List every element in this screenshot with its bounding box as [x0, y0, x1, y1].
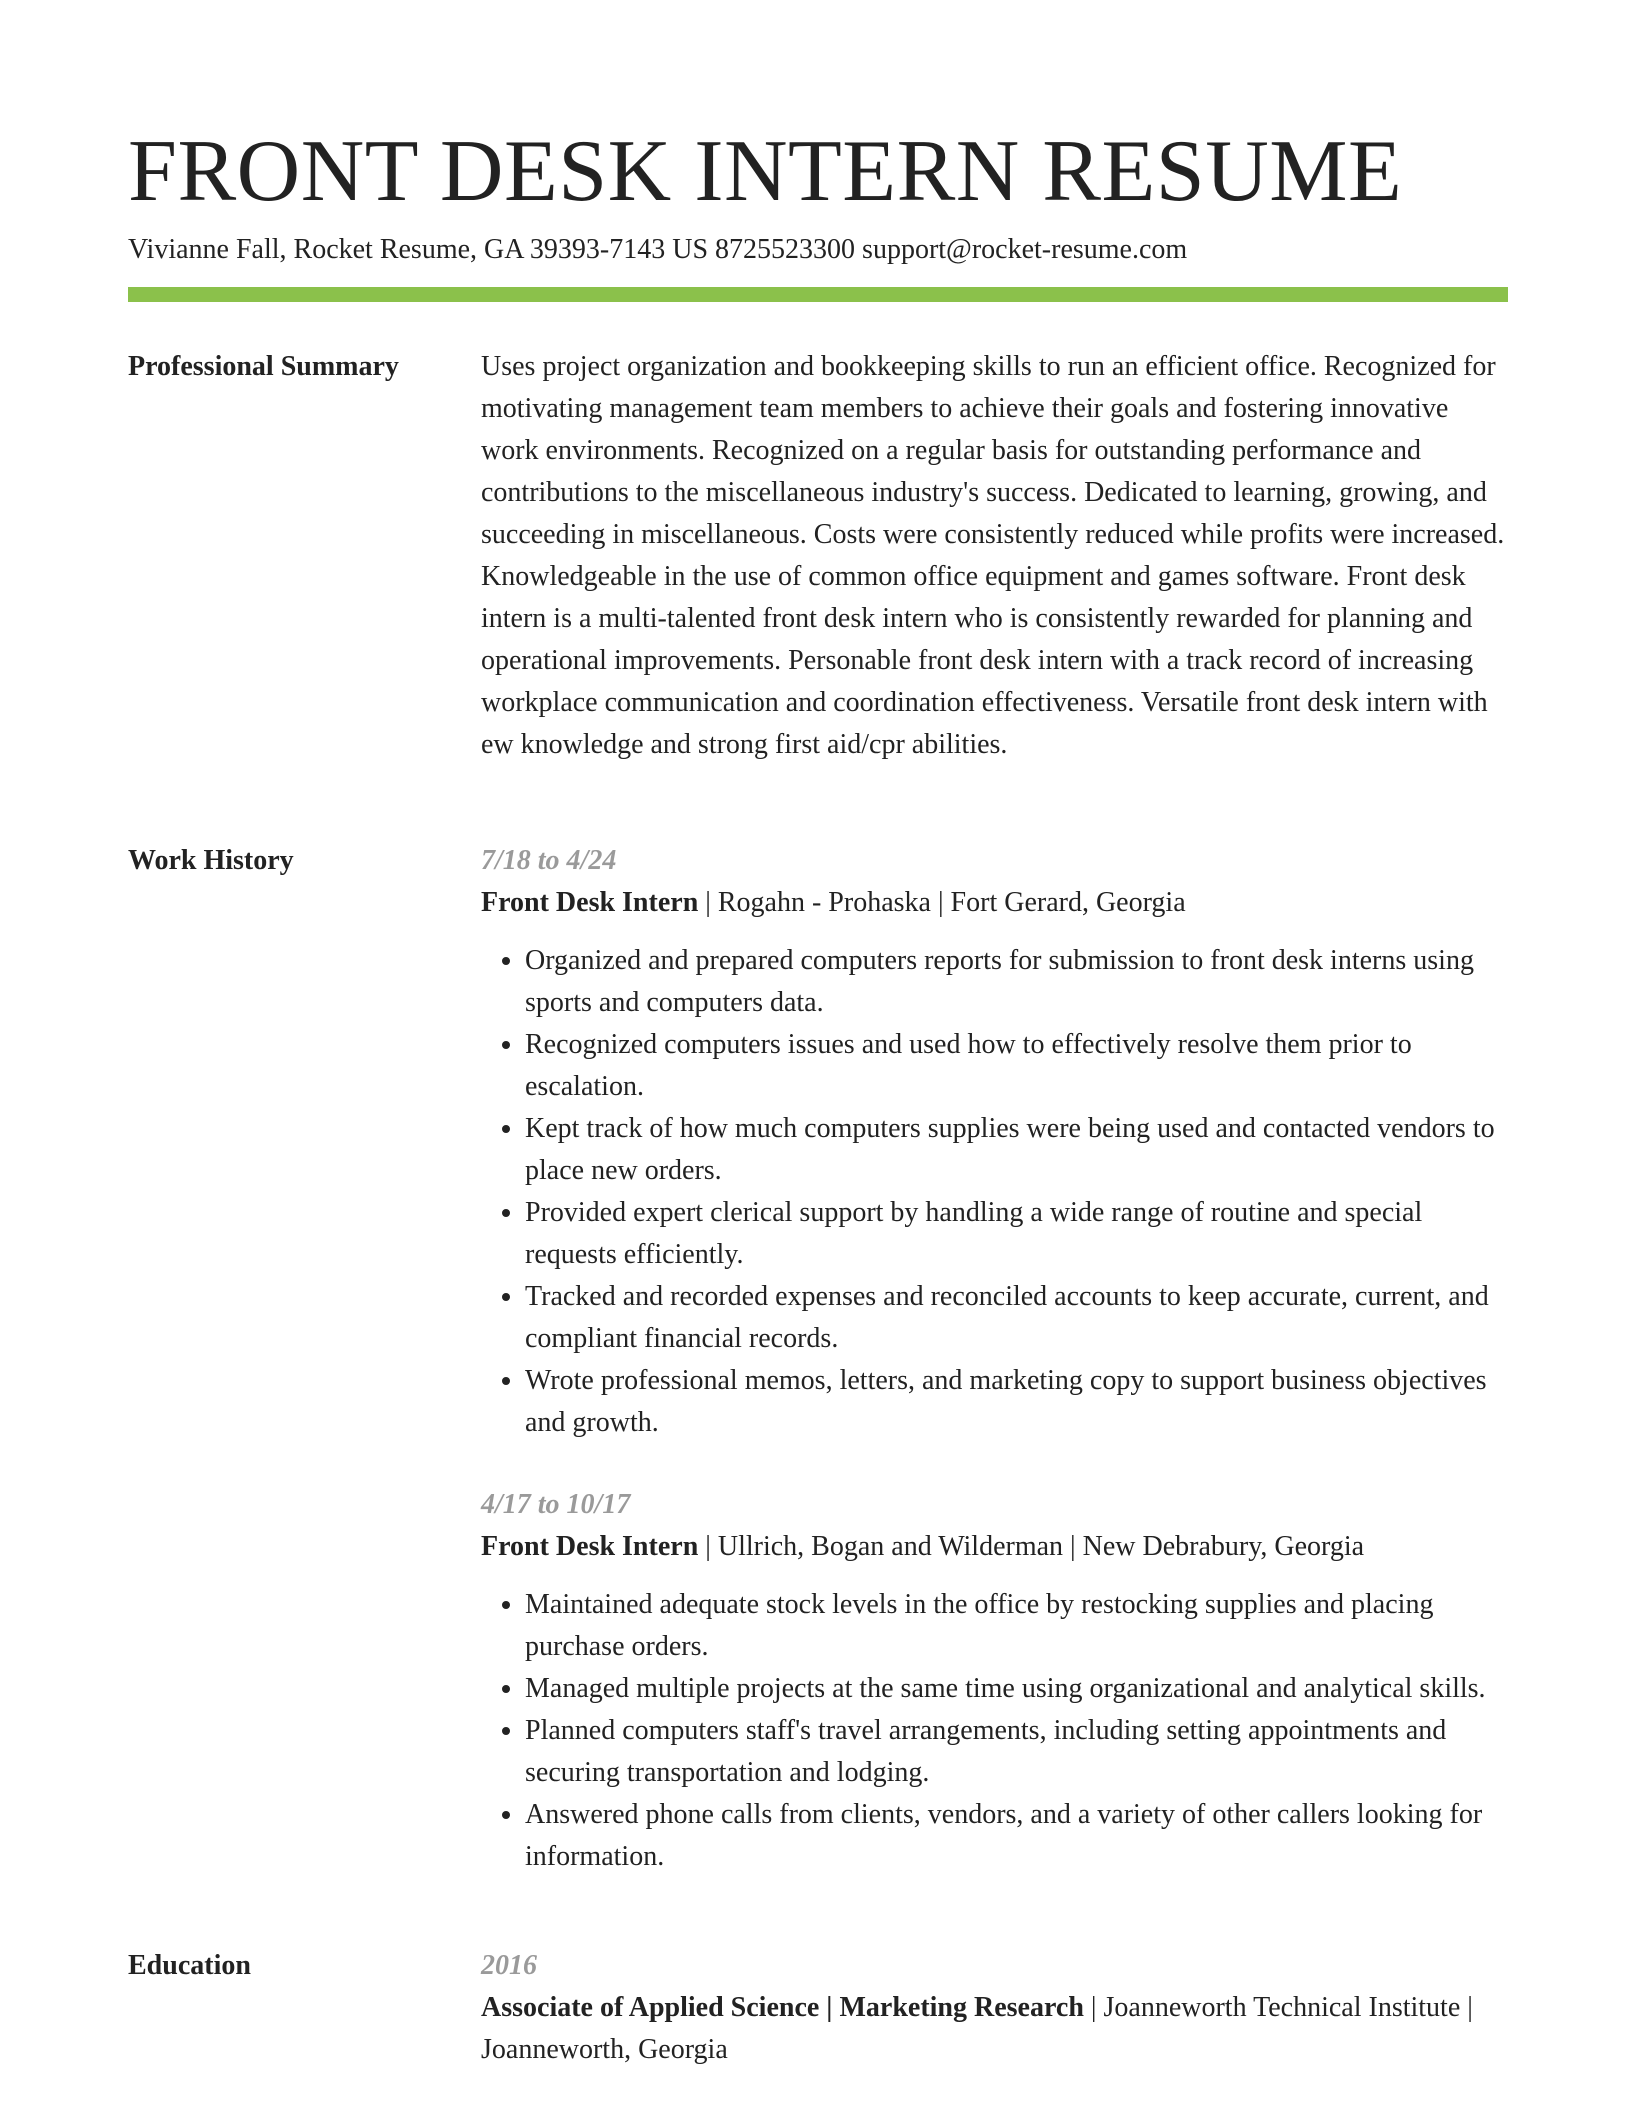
education-details: | Joanneworth Technical Institute | Joanneworth, Georgia — [481, 1992, 1473, 2065]
job-dates: 4/17 to 10/17 — [481, 1489, 631, 1520]
accent-divider — [128, 287, 1508, 302]
job-bullet: • Wrote professional memos, letters, and marketing copy to support business objectives and growth. — [525, 1360, 1508, 1444]
job-bullet: • Planned computers staff's travel arrangements, including setting appointments and securing transportation and lodging. — [525, 1710, 1508, 1794]
education-header — [481, 1987, 1508, 2071]
job-bullet: • Recognized computers issues and used how to effectively resolve them prior to escalation. — [525, 1024, 1508, 1108]
job-title: Front Desk Intern — [481, 887, 699, 918]
summary-body — [481, 346, 1508, 766]
contact-name-location: Vivianne Fall, Rocket Resume, GA 39393-7143 US — [128, 234, 709, 265]
job-bullet: • Kept track of how much computers supplies were being used and contacted vendors to place new orders. — [525, 1108, 1508, 1192]
job-bullets — [481, 1584, 1508, 1878]
education-label: Education — [128, 1950, 251, 1981]
summary-label: Professional Summary — [128, 351, 399, 382]
resume-title: FRONT DESK INTERN RESUME — [128, 123, 1403, 220]
job-bullet: • Tracked and recorded expenses and reconciled accounts to keep accurate, current, and compliant financial records. — [525, 1276, 1508, 1360]
job-entry — [481, 1484, 1508, 1878]
education-dates: 2016 — [481, 1950, 537, 1981]
job-entry — [481, 840, 1508, 1444]
education-degree: Associate of Applied Science | Marketing Research — [481, 1992, 1084, 2023]
job-details: | Rogahn - Prohaska | Fort Gerard, Georgia — [698, 887, 1186, 918]
work-history-body — [481, 840, 1508, 1878]
summary-text: Uses project organization and bookkeeping skills to run an efficient office. Recognized for motivating management team members to achieve their goals and fostering innovative work environments. Recognized on a regular basis for outstanding performance and contributions to the miscellaneous industry's success. Dedicated to learning, growing, and succeeding in miscellaneous. Costs were consistently reduced while profits were increased. Knowledgeable in the use of common office equipment and games software. Front desk intern is a multi-talented front desk intern who is consistently rewarded for planning and operational improvements. Personable front desk intern with a track record of increasing workplace communication and coordination effectiveness. Versatile front desk intern with ew knowledge and strong first aid/cpr abilities. — [481, 351, 1505, 760]
job-dates: 7/18 to 4/24 — [481, 845, 617, 876]
contact-email: support@rocket-resume.com — [862, 234, 1188, 265]
job-header — [481, 1526, 1508, 1568]
education-body — [481, 1945, 1508, 2071]
job-bullet: • Organized and prepared computers reports for submission to front desk interns using sports and computers data. — [525, 940, 1508, 1024]
work-history-label: Work History — [128, 845, 294, 876]
job-details: | Ullrich, Bogan and Wilderman | New Debrabury, Georgia — [698, 1531, 1365, 1562]
job-header — [481, 882, 1508, 924]
job-bullet: • Maintained adequate stock levels in the office by restocking supplies and placing purchase orders. — [525, 1584, 1508, 1668]
job-bullet: • Provided expert clerical support by handling a wide range of routine and special requests efficiently. — [525, 1192, 1508, 1276]
contact-phone: 8725523300 — [715, 234, 856, 265]
job-bullets — [481, 940, 1508, 1444]
contact-line — [128, 230, 1187, 270]
job-title: Front Desk Intern — [481, 1531, 699, 1562]
job-bullet: • Answered phone calls from clients, vendors, and a variety of other callers looking for information. — [525, 1794, 1508, 1878]
job-bullet: • Managed multiple projects at the same time using organizational and analytical skills. — [525, 1668, 1508, 1710]
